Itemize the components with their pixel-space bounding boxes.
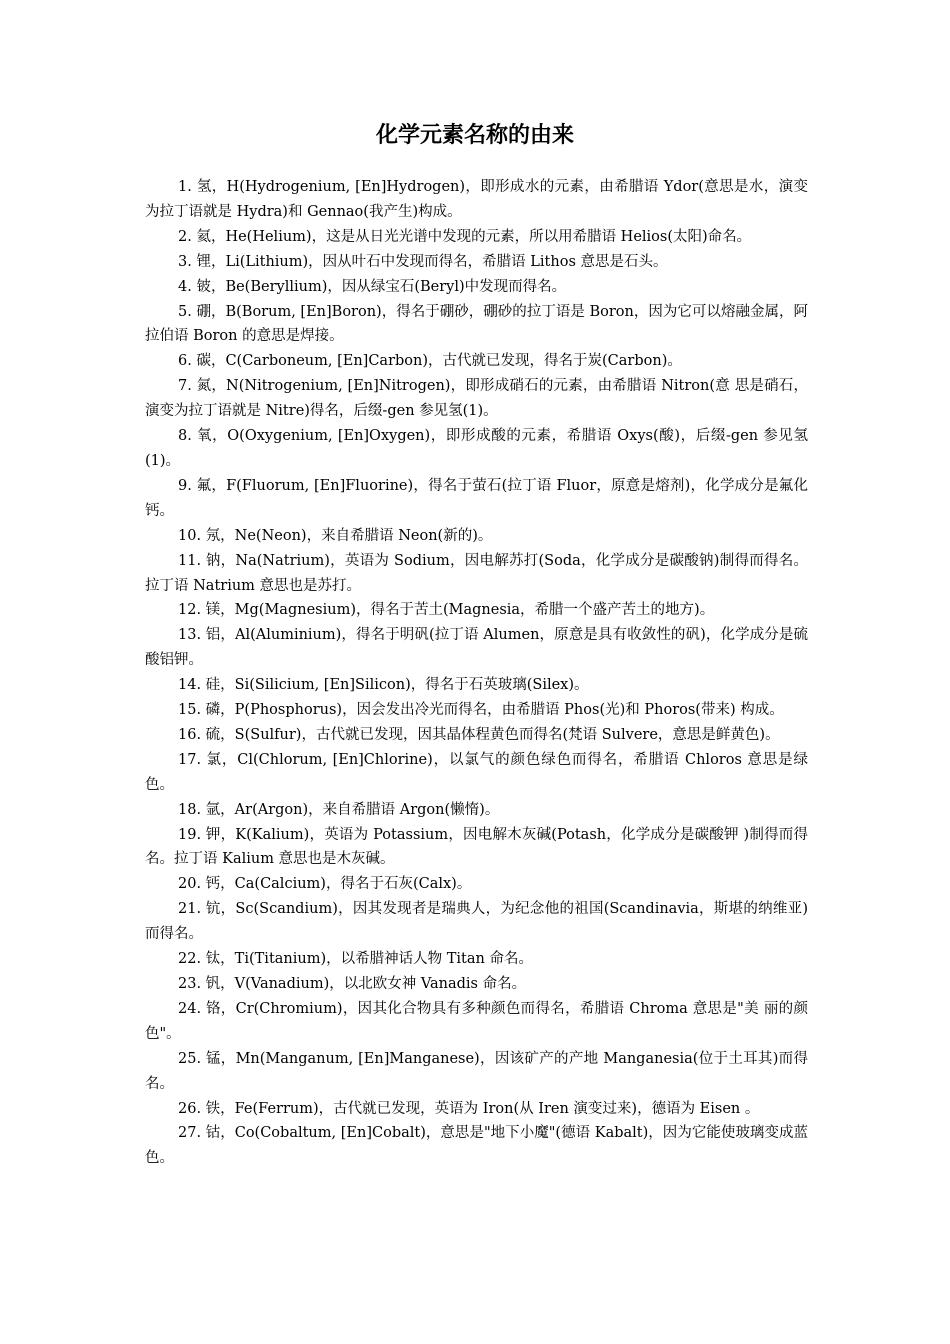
- element-entry: 20. 钙，Ca(Calcium)，得名于石灰(Calx)。: [178, 876, 472, 893]
- element-entry: 1. 氢，H(Hydrogenium, [En]Hydrogen)，即形成水的元素，由希腊语 Ydor(意思是水，演变为拉丁语就是 Hydra)和 Gennao(我产生)构成。: [145, 179, 808, 220]
- element-entry: 3. 锂，Li(Lithium)，因从叶石中发现而得名，希腊语 Lithos 意思是石头。: [178, 253, 668, 270]
- element-entry: 23. 钒，V(Vanadium)，以北欧女神 Vanadis 命名。: [178, 976, 527, 992]
- element-entry: 10. 氖，Ne(Neon)，来自希腊语 Neon(新的)。: [178, 527, 493, 544]
- element-entry: 6. 碳，C(Carboneum, [En]Carbon)，古代就已发现，得名于炭(Carbon)。: [178, 353, 682, 370]
- element-entry: 19. 钾，K(Kalium)，英语为 Potassium，因电解木灰碱(Potash，化学成分是碳酸钾 )制得而得名。拉丁语 Kalium 意思也是木灰碱。: [145, 826, 808, 868]
- element-entry: 16. 硫，S(Sulfur)，古代就已发现，因其晶体程黄色而得名(梵语 Sulvere，意思是鲜黄色)。: [178, 726, 780, 743]
- element-entry: 24. 铬，Cr(Chromium)，因其化合物具有多种颜色而得名，希腊语 Chroma 意思是"美 丽的颜色"。: [145, 1000, 808, 1042]
- element-entry: 4. 铍，Be(Beryllium)，因从绿宝石(Beryl)中发现而得名。: [178, 278, 567, 295]
- element-entry: 8. 氧，O(Oxygenium, [En]Oxygen)，即形成酸的元素，希腊语 Oxys(酸)，后缀-gen 参见氢(1)。: [145, 428, 808, 469]
- element-entry: 7. 氮，N(Nitrogenium, [En]Nitrogen)，即形成硝石的元素，由希腊语 Nitron(意 思是硝石，演变为拉丁语就是 Nitre)得名，后缀-gen 参见氢(1)。: [145, 378, 808, 420]
- element-entry: 5. 硼，B(Borum, [En]Boron)，得名于硼砂，硼砂的拉丁语是 Boron，因为它可以熔融金属，阿拉伯语 Boron 的意思是焊接。: [145, 303, 808, 345]
- page-title: 化学元素名称的由来: [375, 123, 574, 148]
- element-entry: 27. 钴，Co(Cobaltum, [En]Cobalt)，意思是"地下小魔"(德语 Kabalt)，因为它能使玻璃变成蓝色。: [145, 1125, 808, 1167]
- element-entry: 12. 镁，Mg(Magnesium)，得名于苦土(Magnesia，希腊一个盛产苦土的地方)。: [178, 602, 715, 619]
- element-entry: 9. 氟，F(Fluorum, [En]Fluorine)，得名于萤石(拉丁语 Fluor，原意是熔剂)，化学成分是氟化钙。: [145, 477, 808, 519]
- element-entry: 11. 钠，Na(Natrium)，英语为 Sodium，因电解苏打(Soda，化学成分是碳酸钠)制得而得名。拉丁语 Natrium 意思也是苏打。: [145, 552, 808, 594]
- element-entry: 13. 铝，Al(Aluminium)，得名于明矾(拉丁语 Alumen，原意是具有收敛性的矾)，化学成分是硫酸铝钾。: [145, 627, 808, 669]
- element-entry: 25. 锰，Mn(Manganum, [En]Manganese)，因该矿产的产地 Manganesia(位于土耳其)而得名。: [145, 1050, 808, 1092]
- document-body: [145, 175, 808, 1171]
- element-entry: 14. 硅，Si(Silicium, [En]Silicon)，得名于石英玻璃(Silex)。: [178, 677, 589, 694]
- element-entry: 18. 氩，Ar(Argon)，来自希腊语 Argon(懒惰)。: [178, 801, 500, 818]
- element-entry: 21. 钪，Sc(Scandium)，因其发现者是瑞典人，为纪念他的祖国(Scandinavia，斯堪的纳维亚)而得名。: [145, 901, 808, 943]
- element-entry: 17. 氯，Cl(Chlorum, [En]Chlorine)，以氯气的颜色绿色而得名，希腊语 Chloros 意思是绿色。: [145, 751, 808, 793]
- element-entry: 15. 磷，P(Phosphorus)，因会发出冷光而得名，由希腊语 Phos(光)和 Phoros(带来) 构成。: [178, 702, 784, 719]
- element-entry: 2. 氦，He(Helium)，这是从日光光谱中发现的元素，所以用希腊语 Helios(太阳)命名。: [178, 228, 752, 245]
- element-entry: 22. 钛，Ti(Titanium)，以希腊神话人物 Titan 命名。: [178, 951, 533, 968]
- element-entry: 26. 铁，Fe(Ferrum)，古代就已发现，英语为 Iron(从 Iren 演变过来)，德语为 Eisen 。: [178, 1100, 760, 1117]
